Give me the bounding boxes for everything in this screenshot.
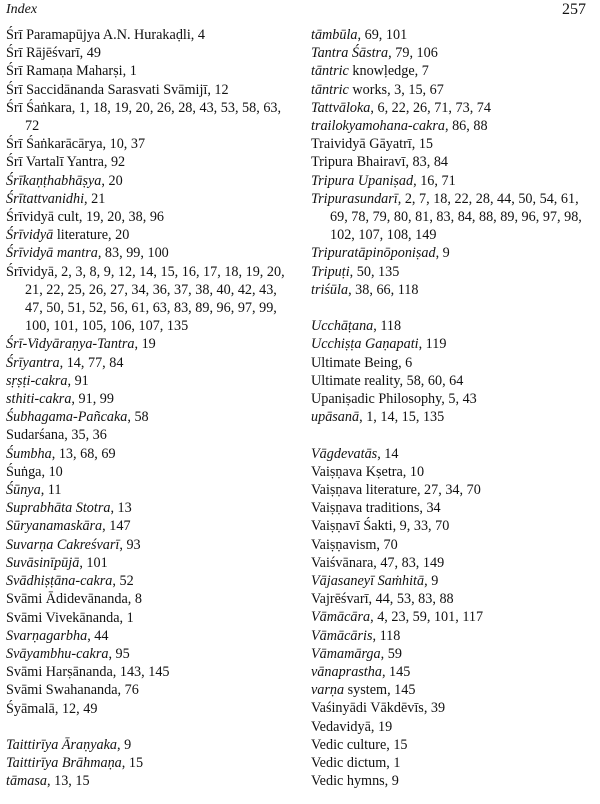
index-entry: Vaiśvānara, 47, 83, 149 (311, 554, 445, 571)
index-entry (311, 335, 596, 353)
index-entry: Vedavidyā, 19 (311, 718, 393, 735)
index-entry: Vaiṣṇavism, 70 (311, 536, 398, 553)
index-entry: Svāmi Harṣānanda, 143, 145 (6, 664, 170, 681)
index-entry (6, 408, 296, 426)
index-entry (311, 190, 596, 245)
index-entry-pages: , 14, 77, 84 (59, 354, 124, 371)
index-entry-term: Tattvāloka (311, 99, 371, 116)
index-entry-pages: , 6, 22, 26, 71, 73, 74 (370, 99, 491, 116)
index-entry-pages: , 9 (435, 245, 450, 262)
index-entry: Upaniṣadic Philosophy, 5, 43 (311, 391, 477, 408)
index-column-right (311, 26, 596, 791)
index-entry-term: Suprabhāta Stotra (6, 500, 111, 517)
index-entry-term: Sūryanamaskāra (6, 518, 103, 535)
index-entry (6, 172, 296, 190)
index-entry (311, 244, 596, 262)
index-entry: Traividyā Gāyatrī, 15 (311, 136, 434, 153)
index-entry: Śrīvidyā, 2, 3, 8, 9, 12, 14, 15, 16, 17, 18, 19, 20, 21, 22, 25, 26, 27, 34, 36, 37, 38, 40, 42, 43, 47, 50, 51, 52, 56, 61, 63, 83, 89, 96, 97, 99, 100, 101, 105, 106, 107, 135 (6, 263, 285, 335)
index-entry-pages: , 13, 15 (47, 773, 90, 790)
index-entry-term: Suvāsinīpūjā (6, 554, 80, 571)
index-entry: Svāmi Ādidevānanda, 8 (6, 591, 142, 608)
index-entry-pages: , 147 (102, 518, 131, 535)
index-entry (6, 335, 296, 353)
index-entry: Śrī Ramaṇa Maharṣi, 1 (6, 63, 137, 80)
index-entry-term: Ucchiṣṭa Gaṇapati (311, 336, 419, 353)
index-entry-term: varṇa (311, 682, 345, 699)
index-entry: Śrī Śaṅkarācārya, 10, 37 (6, 136, 146, 153)
index-entry-pages: , 69, 101 (357, 27, 408, 43)
index-entry-term: Taittirīya Āraṇyaka (6, 736, 118, 753)
index-entry-term: vānaprastha (311, 664, 382, 681)
index-entry: Śuṅga, 10 (6, 463, 63, 480)
index-entry-pages: , 13 (110, 500, 132, 517)
index-entry-term: Vāmācāris (311, 627, 373, 644)
index-entry (6, 190, 296, 208)
index-entry (6, 445, 296, 463)
index-entry-term: tāmasa (6, 773, 47, 790)
index-entry-term: Śrītattvanidhi (6, 190, 85, 207)
index-entry (311, 572, 596, 590)
index-entry-pages: , 44 (87, 627, 109, 644)
index-entry-pages: , 1, 14, 15, 135 (359, 409, 445, 426)
index-entry-pages: , 86, 88 (444, 118, 488, 135)
index-entry-pages: , 119 (418, 336, 447, 353)
index-entry-pages: , 145 (381, 664, 411, 681)
index-entry (6, 226, 296, 244)
index-entry-term: sṛṣṭi-cakra (6, 372, 68, 389)
index-entry (311, 627, 596, 645)
running-header-section: Index (6, 2, 38, 17)
index-entry (6, 372, 296, 390)
index-entry (6, 536, 296, 554)
index-entry (6, 554, 296, 572)
index-entry-term: upāsanā (311, 409, 360, 426)
page-number: 257 (562, 1, 586, 18)
index-entry-term: tāntric (311, 81, 349, 98)
index-entry (6, 354, 296, 372)
index-entry-term: Śrīkaṇṭhabhāṣya (6, 172, 102, 189)
index-entry: Sudarśana, 35, 36 (6, 427, 107, 444)
index-entry-term: Taittirīya Brāhmaṇa (6, 755, 122, 772)
index-entry: Vedic dictum, 1 (311, 755, 401, 772)
index-entry-term: Śrīvidyā mantra (6, 245, 98, 262)
index-entry-term: Tripuratāpinōponiṣad (311, 245, 436, 262)
index-entry: Svāmi Vivekānanda, 1 (6, 609, 134, 626)
index-entry-term: Tantra Śāstra (311, 45, 389, 62)
index-entry-pages: , 21 (84, 190, 106, 207)
index-entry: Śrī Vartalī Yantra, 92 (6, 154, 126, 171)
index-entry (6, 627, 296, 645)
index-entry-pages: , 19 (134, 336, 156, 353)
index-entry (311, 26, 596, 44)
index-entry-pages: , 59 (380, 645, 402, 662)
index-entry-term: Vāmācāra (311, 609, 371, 626)
index-entry (6, 481, 296, 499)
index-entry-term: Tripurasundarī (311, 190, 398, 207)
index-entry: Śrī Śaṅkara, 1, 18, 19, 20, 26, 28, 43, 53, 58, 63, 72 (6, 99, 282, 135)
index-entry-pages: system, 145 (344, 682, 416, 699)
index-entry-pages: , 118 (373, 318, 402, 335)
index-entry-pages: , 83, 99, 100 (97, 245, 169, 262)
index-entry-term: Vāmamārga (311, 645, 381, 662)
index-entry-term: Śumbha (6, 445, 52, 462)
index-entry-term: Vājasaneyī Saṁhitā (311, 573, 425, 590)
index-entry: Vedic hymns, 9 (311, 773, 399, 790)
index-entry (6, 499, 296, 517)
index-entry-term: Śūnya (6, 482, 41, 499)
index-entry-term: sthiti-cakra (6, 391, 72, 408)
index-entry: Śrī Paramapūjya A.N. Hurakaḍli, 4 (6, 27, 205, 43)
index-entry-pages: , 52 (112, 573, 134, 590)
index-entry-term: Śrī-Vidyāraṇya-Tantra (6, 336, 135, 353)
index-entry-pages: , 16, 71 (413, 172, 456, 189)
index-entry-term: Tripuṭi (311, 263, 350, 280)
index-entry: Vedic culture, 15 (311, 736, 408, 753)
index-entry-term: Vāgdevatās (311, 445, 378, 462)
index-entry (311, 172, 596, 190)
index-entry: Vaiṣṇava Kṣetra, 10 (311, 463, 425, 480)
index-entry (6, 772, 296, 790)
index-entry-term: tāntric (311, 63, 349, 80)
index-entry-term: tāmbūla (311, 27, 358, 43)
index-entry (311, 681, 596, 699)
index-entry: Śyāmalā, 12, 49 (6, 700, 98, 717)
index-entry (311, 663, 596, 681)
index-entry-pages: , 11 (40, 482, 62, 499)
index-entry: Śrī Rājēśvarī, 49 (6, 45, 101, 62)
index-entry-pages: , 79, 106 (388, 45, 438, 62)
index-entry: Śrīvidyā cult, 19, 20, 38, 96 (6, 209, 165, 226)
index-entry (6, 754, 296, 772)
index-entry-term: Śubhagama-Pañcaka (6, 409, 128, 426)
index-entry (311, 62, 596, 80)
index-entry: Vaśinyādi Vākdēvīs, 39 (311, 700, 446, 717)
index-entry-term: trailokyamohana-cakra (311, 118, 445, 135)
index-entry-pages: , 58 (127, 409, 149, 426)
index-column-left (6, 26, 296, 791)
index-entry (6, 390, 296, 408)
index-entry (311, 408, 596, 426)
index-entry-term: Tripura Upaniṣad (311, 172, 414, 189)
index-entry-pages: , 93 (119, 536, 141, 553)
index-entry (311, 81, 596, 99)
index-entry-pages: works, 3, 15, 67 (348, 81, 444, 98)
index-entry-term: Ucchāṭana (311, 318, 374, 335)
index-entry: Tripura Bhairavī, 83, 84 (311, 154, 449, 171)
index-entry-pages: , 9 (424, 573, 439, 590)
index-entry (311, 117, 596, 135)
index-entry-pages: , 4, 23, 59, 101, 117 (370, 609, 484, 626)
index-entry: Śrī Saccidānanda Sarasvati Svāmijī, 12 (6, 81, 229, 98)
index-entry (311, 281, 596, 299)
index-entry-term: Svādhiṣṭāna-cakra (6, 573, 113, 590)
index-entry-pages: , 9 (117, 736, 132, 753)
index-entry-term: Svarṇagarbha (6, 627, 88, 644)
index-entry (311, 99, 596, 117)
index-entry-pages: , 15 (121, 755, 144, 772)
index-entry (6, 572, 296, 590)
index-entry-term: Svāyambhu-cakra (6, 645, 109, 662)
index-entry-pages: , 20 (101, 172, 123, 189)
index-entry-pages: , 95 (108, 645, 130, 662)
index-entry: Vaiṣṇava literature, 27, 34, 70 (311, 482, 481, 499)
index-entry-pages: , 118 (372, 627, 401, 644)
index-entry (311, 645, 596, 663)
index-entry (311, 263, 596, 281)
index-entry-pages: , 14 (377, 445, 399, 462)
index-entry (6, 645, 296, 663)
index-entry-pages: , 13, 68, 69 (51, 445, 116, 462)
index-entry-pages: , 50, 135 (349, 263, 400, 280)
index-entry (6, 517, 296, 535)
index-entry-pages: , 91, 99 (71, 391, 114, 408)
index-entry-pages: knowḷedge, 7 (348, 63, 429, 80)
index-entry-term: Śrīvidyā (6, 227, 54, 244)
index-entry: Vaiṣṇava traditions, 34 (311, 500, 441, 517)
index-entry-pages: literature, 20 (53, 227, 130, 244)
index-entry (311, 445, 596, 463)
index-entry-pages: , 38, 66, 118 (348, 281, 419, 298)
index-entry (6, 736, 296, 754)
index-entry: Vajrēśvarī, 44, 53, 83, 88 (311, 591, 454, 608)
index-entry (311, 608, 596, 626)
index-entry-pages: , 2, 7, 18, 22, 28, 44, 50, 54, 61, 69, 78, 79, 80, 81, 83, 84, 88, 89, 96, 97, 98, 102, 107, 108, 149 (330, 190, 582, 244)
index-entry: Svāmi Swahananda, 76 (6, 682, 139, 699)
index-entry-pages: , 91 (67, 372, 89, 389)
index-entry (311, 317, 596, 335)
index-entry-term: Śrīyantra (6, 354, 60, 371)
index-entry: Ultimate reality, 58, 60, 64 (311, 372, 464, 389)
index-entry: Ultimate Being, 6 (311, 354, 413, 371)
index-entry (6, 244, 296, 262)
index-entry-pages: , 101 (79, 554, 108, 571)
index-entry: Vaiṣṇavī Śakti, 9, 33, 70 (311, 518, 450, 535)
index-entry-term: Suvarṇa Cakreśvarī (6, 536, 120, 553)
index-entry-term: triśūla (311, 281, 349, 298)
index-entry (311, 44, 596, 62)
